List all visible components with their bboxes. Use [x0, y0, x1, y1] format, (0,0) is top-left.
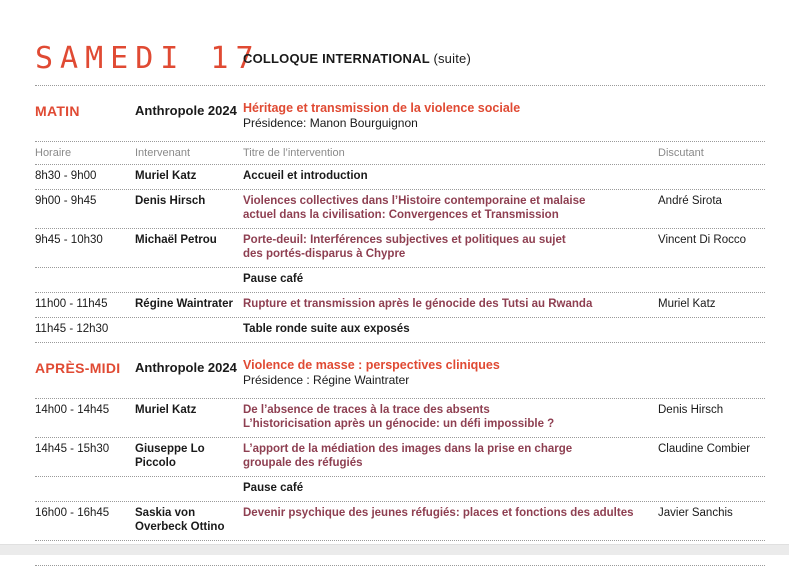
- event-title: [243, 51, 471, 66]
- row-title-line: Rupture et transmission après le génocide des Tutsi au Rwanda: [243, 298, 593, 310]
- row-title-line: actuel dans la civilisation: Convergences et Transmission: [243, 209, 559, 221]
- session-row: [35, 437, 765, 476]
- row-title-line: Porte-deuil: Interférences subjectives et politiques au sujet: [243, 234, 566, 246]
- row-speaker: Giuseppe Lo Piccolo: [135, 443, 205, 469]
- session-row: [35, 292, 765, 317]
- row-title-line: Pause café: [243, 273, 304, 285]
- row-title-line: L’apport de la médiation des images dans la prise en charge: [243, 443, 573, 455]
- row-speaker: Saskia von Overbeck Ottino: [135, 507, 225, 533]
- row-title: [243, 297, 658, 311]
- row-speaker: [135, 481, 243, 495]
- session-row: [35, 164, 765, 189]
- column-header-row: [35, 141, 765, 164]
- row-time: 11h00 - 11h45: [35, 298, 108, 310]
- section-name: APRÈS-MIDI: [35, 360, 121, 376]
- row-time: 11h45 - 12h30: [35, 323, 109, 335]
- section-header-spacer: [658, 358, 765, 388]
- row-time: 9h00 - 9h45: [35, 195, 97, 207]
- row-title-line: L’historicisation après un génocide: un défi impossible ?: [243, 418, 555, 430]
- column-header: Titre de l’intervention: [243, 147, 345, 159]
- row-speaker: Muriel Katz: [135, 404, 197, 416]
- row-title: [243, 481, 658, 495]
- row-title-line: Table ronde suite aux exposés: [243, 323, 410, 335]
- section-theme: Héritage et transmission de la violence sociale: [243, 101, 521, 115]
- section-theme: Violence de masse : perspectives cliniques: [243, 358, 500, 372]
- section-header: [35, 86, 765, 141]
- row-time: 8h30 - 9h00: [35, 170, 97, 182]
- session-row: [35, 189, 765, 228]
- row-time: 9h45 - 10h30: [35, 234, 103, 246]
- row-speaker: [135, 322, 243, 336]
- row-title: [243, 169, 658, 183]
- row-time: [35, 481, 135, 495]
- row-speaker: Régine Waintrater: [135, 298, 233, 310]
- section-theme-block: [243, 101, 658, 131]
- row-discussant: [658, 169, 765, 183]
- session-row: [35, 501, 765, 540]
- event-title-text: COLLOQUE INTERNATIONAL: [243, 50, 430, 66]
- page-header: [35, 0, 765, 76]
- row-discussant: [658, 322, 765, 336]
- session-row: [35, 398, 765, 437]
- row-time: [35, 272, 135, 286]
- section-venue: Anthropole 2024: [135, 103, 237, 118]
- section-presidency: Présidence : Régine Waintrater: [243, 373, 410, 387]
- row-title-line: Accueil et introduction: [243, 170, 368, 182]
- row-speaker: Michaël Petrou: [135, 234, 217, 246]
- session-row: [35, 267, 765, 292]
- session-row: [35, 476, 765, 501]
- session-row: [35, 317, 765, 343]
- row-time: 14h45 - 15h30: [35, 443, 110, 455]
- day-title: SAMEDI 17: [35, 40, 261, 76]
- row-title: [243, 506, 658, 534]
- row-discussant: [658, 272, 765, 286]
- row-title: [243, 322, 658, 336]
- row-discussant: [658, 481, 765, 495]
- row-discussant: André Sirota: [658, 195, 722, 207]
- section-venue: Anthropole 2024: [135, 360, 237, 375]
- section-presidency: Présidence: Manon Bourguignon: [243, 116, 418, 130]
- row-time: 14h00 - 14h45: [35, 404, 110, 416]
- row-title: [243, 194, 658, 222]
- row-title: [243, 233, 658, 261]
- row-title-line: Pause café: [243, 482, 304, 494]
- row-speaker: Muriel Katz: [135, 170, 197, 182]
- row-discussant: Javier Sanchis: [658, 507, 733, 519]
- row-title: [243, 272, 658, 286]
- row-speaker: [135, 272, 243, 286]
- schedule: [35, 86, 765, 566]
- column-header: Intervenant: [135, 147, 191, 159]
- row-title-line: Violences collectives dans l’Histoire contemporaine et malaise: [243, 195, 586, 207]
- session-row: [35, 228, 765, 267]
- row-title: [243, 442, 658, 470]
- column-header: Horaire: [35, 147, 72, 159]
- row-discussant: Claudine Combier: [658, 443, 751, 455]
- row-title-line: des portés-disparus à Chypre: [243, 248, 406, 260]
- event-subtitle: (suite): [433, 50, 471, 66]
- page-bottom-bar: [0, 544, 789, 555]
- program-page: [35, 0, 765, 566]
- column-header: Discutant: [658, 147, 704, 159]
- row-title-line: Devenir psychique des jeunes réfugiés: places et fonctions des adultes: [243, 507, 634, 519]
- row-title: [243, 403, 658, 431]
- section-theme-block: [243, 358, 658, 388]
- section-header: [35, 343, 765, 398]
- row-time: 16h00 - 16h45: [35, 507, 110, 519]
- section-name: MATIN: [35, 103, 80, 119]
- row-title-line: De l’absence de traces à la trace des absents: [243, 404, 490, 416]
- row-discussant: Denis Hirsch: [658, 404, 724, 416]
- row-discussant: Muriel Katz: [658, 298, 716, 310]
- row-title-line: groupale des réfugiés: [243, 457, 363, 469]
- row-speaker: Denis Hirsch: [135, 195, 206, 207]
- row-discussant: Vincent Di Rocco: [658, 234, 746, 246]
- section-header-spacer: [658, 101, 765, 131]
